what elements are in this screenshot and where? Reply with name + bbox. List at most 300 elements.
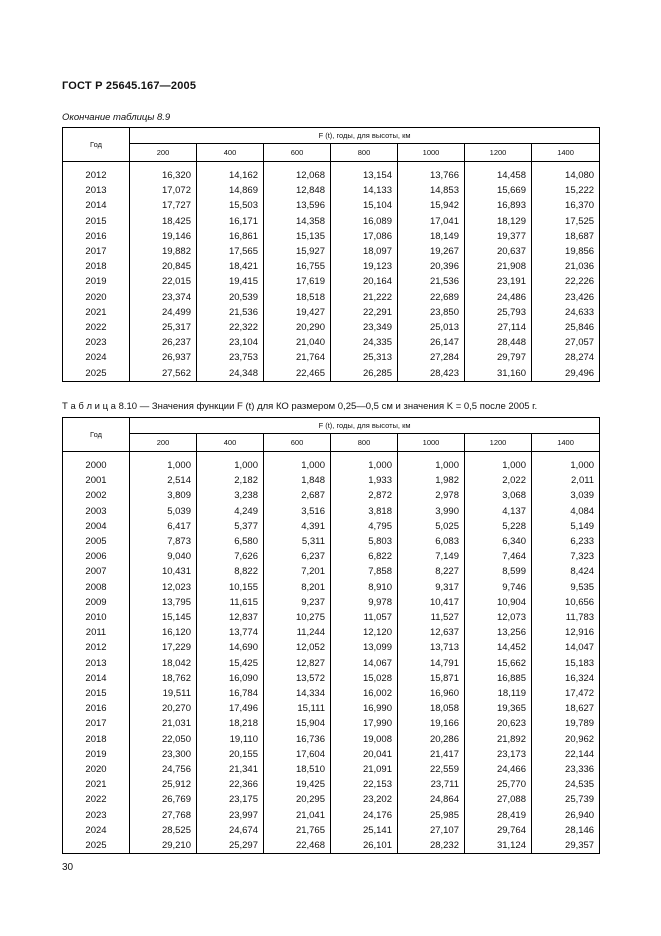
value-cell: 16,885: [465, 671, 532, 686]
value-cell: 4,795: [331, 519, 398, 534]
value-cell: 22,153: [331, 777, 398, 792]
value-cell: 1,000: [130, 452, 197, 474]
value-cell: 28,232: [398, 838, 465, 854]
value-cell: 15,145: [130, 610, 197, 625]
value-cell: 25,985: [398, 808, 465, 823]
value-cell: 23,997: [197, 808, 264, 823]
value-cell: 13,774: [197, 625, 264, 640]
value-cell: 14,047: [532, 640, 600, 655]
value-cell: 20,962: [532, 732, 600, 747]
height-header-cell: 1200: [465, 434, 532, 452]
value-cell: 14,080: [532, 162, 600, 184]
value-cell: 6,237: [264, 549, 331, 564]
height-header-cell: 800: [331, 434, 398, 452]
table-row: [63, 549, 600, 564]
value-cell: 23,173: [465, 747, 532, 762]
value-cell: 27,562: [130, 366, 197, 382]
height-header-cell: 1000: [398, 144, 465, 162]
value-cell: 20,396: [398, 259, 465, 274]
table-row: [63, 747, 600, 762]
value-cell: 17,472: [532, 686, 600, 701]
value-cell: 18,097: [331, 244, 398, 259]
value-cell: 16,370: [532, 198, 600, 213]
value-cell: 24,348: [197, 366, 264, 382]
value-cell: 6,340: [465, 534, 532, 549]
value-cell: 18,119: [465, 686, 532, 701]
year-cell: 2024: [63, 823, 130, 838]
value-cell: 19,110: [197, 732, 264, 747]
value-cell: 15,222: [532, 183, 600, 198]
value-cell: 21,536: [197, 305, 264, 320]
value-cell: 10,904: [465, 595, 532, 610]
value-cell: 17,727: [130, 198, 197, 213]
value-cell: 22,015: [130, 274, 197, 289]
value-cell: 13,572: [264, 671, 331, 686]
value-cell: 16,324: [532, 671, 600, 686]
value-cell: 22,468: [264, 838, 331, 854]
value-cell: 15,662: [465, 656, 532, 671]
year-cell: 2020: [63, 762, 130, 777]
value-cell: 19,008: [331, 732, 398, 747]
value-cell: 14,133: [331, 183, 398, 198]
value-cell: 15,669: [465, 183, 532, 198]
value-cell: 5,803: [331, 534, 398, 549]
value-cell: 21,031: [130, 716, 197, 731]
value-cell: 21,536: [398, 274, 465, 289]
value-cell: 15,183: [532, 656, 600, 671]
value-cell: 13,099: [331, 640, 398, 655]
value-cell: 29,764: [465, 823, 532, 838]
table-row: [63, 274, 600, 289]
value-cell: 15,111: [264, 701, 331, 716]
value-cell: 14,358: [264, 214, 331, 229]
page-number: 30: [62, 862, 74, 873]
value-cell: 19,146: [130, 229, 197, 244]
table-body: [63, 452, 600, 854]
year-cell: 2016: [63, 701, 130, 716]
value-cell: 19,856: [532, 244, 600, 259]
value-cell: 9,040: [130, 549, 197, 564]
value-cell: 17,496: [197, 701, 264, 716]
value-cell: 14,458: [465, 162, 532, 184]
value-cell: 14,690: [197, 640, 264, 655]
value-cell: 19,377: [465, 229, 532, 244]
value-cell: 21,764: [264, 350, 331, 365]
year-cell: 2010: [63, 610, 130, 625]
value-cell: 25,739: [532, 792, 600, 807]
value-cell: 19,511: [130, 686, 197, 701]
value-cell: 16,171: [197, 214, 264, 229]
value-cell: 22,465: [264, 366, 331, 382]
value-cell: 16,784: [197, 686, 264, 701]
value-cell: 2,687: [264, 488, 331, 503]
year-column-header: Год: [63, 128, 130, 162]
year-cell: 2017: [63, 244, 130, 259]
year-cell: 2004: [63, 519, 130, 534]
year-cell: 2025: [63, 366, 130, 382]
value-cell: 25,317: [130, 320, 197, 335]
year-cell: 2013: [63, 656, 130, 671]
value-cell: 20,286: [398, 732, 465, 747]
value-cell: 27,088: [465, 792, 532, 807]
value-cell: 29,210: [130, 838, 197, 854]
value-cell: 21,222: [331, 290, 398, 305]
value-cell: 12,068: [264, 162, 331, 184]
table-row: [63, 777, 600, 792]
table-8-10: [62, 417, 600, 854]
value-cell: 23,850: [398, 305, 465, 320]
value-cell: 24,466: [465, 762, 532, 777]
value-cell: 25,770: [465, 777, 532, 792]
year-cell: 2015: [63, 686, 130, 701]
value-cell: 13,596: [264, 198, 331, 213]
value-cell: 26,237: [130, 335, 197, 350]
heights-row: [63, 434, 600, 452]
value-cell: 18,762: [130, 671, 197, 686]
value-cell: 5,311: [264, 534, 331, 549]
value-cell: 13,795: [130, 595, 197, 610]
value-cell: 16,990: [331, 701, 398, 716]
value-cell: 20,270: [130, 701, 197, 716]
value-cell: 14,162: [197, 162, 264, 184]
year-cell: 2018: [63, 259, 130, 274]
value-cell: 29,797: [465, 350, 532, 365]
table-row: [63, 259, 600, 274]
value-cell: 26,147: [398, 335, 465, 350]
value-cell: 18,425: [130, 214, 197, 229]
value-cell: 3,039: [532, 488, 600, 503]
table-row: [63, 290, 600, 305]
value-cell: 23,711: [398, 777, 465, 792]
value-cell: 12,120: [331, 625, 398, 640]
height-header-cell: 200: [130, 434, 197, 452]
year-cell: 2014: [63, 671, 130, 686]
value-cell: 3,068: [465, 488, 532, 503]
value-cell: 28,423: [398, 366, 465, 382]
value-cell: 12,848: [264, 183, 331, 198]
value-cell: 14,452: [465, 640, 532, 655]
value-cell: 17,604: [264, 747, 331, 762]
value-cell: 14,334: [264, 686, 331, 701]
value-cell: 15,927: [264, 244, 331, 259]
value-cell: 28,274: [532, 350, 600, 365]
value-cell: 8,424: [532, 564, 600, 579]
value-cell: 11,527: [398, 610, 465, 625]
year-cell: 2024: [63, 350, 130, 365]
value-cell: 26,101: [331, 838, 398, 854]
value-cell: 28,419: [465, 808, 532, 823]
value-cell: 20,637: [465, 244, 532, 259]
value-cell: 2,978: [398, 488, 465, 503]
value-cell: 25,846: [532, 320, 600, 335]
year-column-header: Год: [63, 418, 130, 452]
table-body: [63, 162, 600, 382]
value-cell: 18,510: [264, 762, 331, 777]
height-header-cell: 600: [264, 144, 331, 162]
value-cell: 13,154: [331, 162, 398, 184]
value-cell: 3,238: [197, 488, 264, 503]
value-cell: 16,002: [331, 686, 398, 701]
value-cell: 24,674: [197, 823, 264, 838]
value-cell: 27,107: [398, 823, 465, 838]
table-row: [63, 335, 600, 350]
value-cell: 6,233: [532, 534, 600, 549]
value-cell: 10,417: [398, 595, 465, 610]
value-cell: 17,619: [264, 274, 331, 289]
document-header: ГОСТ Р 25645.167—2005: [62, 80, 197, 92]
year-cell: 2015: [63, 214, 130, 229]
value-cell: 23,191: [465, 274, 532, 289]
table-row: [63, 183, 600, 198]
value-cell: 6,580: [197, 534, 264, 549]
value-cell: 28,448: [465, 335, 532, 350]
year-cell: 2021: [63, 305, 130, 320]
value-cell: 24,335: [331, 335, 398, 350]
value-cell: 13,713: [398, 640, 465, 655]
value-cell: 26,937: [130, 350, 197, 365]
value-cell: 20,295: [264, 792, 331, 807]
value-cell: 24,535: [532, 777, 600, 792]
value-cell: 23,426: [532, 290, 600, 305]
table-row: [63, 610, 600, 625]
table-row: [63, 640, 600, 655]
value-cell: 16,960: [398, 686, 465, 701]
year-cell: 2018: [63, 732, 130, 747]
year-cell: 2020: [63, 290, 130, 305]
value-cell: 8,599: [465, 564, 532, 579]
value-cell: 16,736: [264, 732, 331, 747]
value-cell: 28,525: [130, 823, 197, 838]
table-row: [63, 716, 600, 731]
value-cell: 25,013: [398, 320, 465, 335]
table-row: [63, 595, 600, 610]
table-row: [63, 656, 600, 671]
value-cell: 18,042: [130, 656, 197, 671]
value-cell: 9,746: [465, 580, 532, 595]
value-cell: 23,349: [331, 320, 398, 335]
value-cell: 21,041: [264, 808, 331, 823]
value-cell: 22,226: [532, 274, 600, 289]
value-cell: 16,120: [130, 625, 197, 640]
value-cell: 19,427: [264, 305, 331, 320]
year-cell: 2000: [63, 452, 130, 474]
table-row: [63, 838, 600, 854]
value-cell: 21,091: [331, 762, 398, 777]
value-cell: 1,000: [398, 452, 465, 474]
year-cell: 2012: [63, 640, 130, 655]
value-cell: 23,336: [532, 762, 600, 777]
value-cell: 15,135: [264, 229, 331, 244]
year-cell: 2019: [63, 747, 130, 762]
height-header-cell: 1400: [532, 434, 600, 452]
value-cell: 20,623: [465, 716, 532, 731]
value-cell: 16,320: [130, 162, 197, 184]
value-cell: 11,057: [331, 610, 398, 625]
value-cell: 23,753: [197, 350, 264, 365]
value-cell: 19,789: [532, 716, 600, 731]
value-cell: 16,755: [264, 259, 331, 274]
year-cell: 2014: [63, 198, 130, 213]
year-cell: 2022: [63, 792, 130, 807]
year-cell: 2023: [63, 335, 130, 350]
value-cell: 26,769: [130, 792, 197, 807]
value-cell: 25,912: [130, 777, 197, 792]
value-cell: 23,300: [130, 747, 197, 762]
value-cell: 17,041: [398, 214, 465, 229]
value-cell: 2,182: [197, 473, 264, 488]
table-row: [63, 350, 600, 365]
value-cell: 5,039: [130, 504, 197, 519]
value-cell: 17,525: [532, 214, 600, 229]
value-cell: 3,809: [130, 488, 197, 503]
value-cell: 23,175: [197, 792, 264, 807]
value-cell: 17,072: [130, 183, 197, 198]
value-cell: 25,313: [331, 350, 398, 365]
year-cell: 2021: [63, 777, 130, 792]
value-cell: 12,916: [532, 625, 600, 640]
value-cell: 13,256: [465, 625, 532, 640]
value-cell: 6,083: [398, 534, 465, 549]
year-cell: 2005: [63, 534, 130, 549]
value-cell: 16,893: [465, 198, 532, 213]
value-cell: 4,137: [465, 504, 532, 519]
value-cell: 23,374: [130, 290, 197, 305]
value-cell: 31,160: [465, 366, 532, 382]
year-cell: 2013: [63, 183, 130, 198]
value-cell: 8,910: [331, 580, 398, 595]
heights-row: [63, 144, 600, 162]
value-cell: 9,237: [264, 595, 331, 610]
value-cell: 11,615: [197, 595, 264, 610]
value-cell: 18,518: [264, 290, 331, 305]
value-cell: 10,431: [130, 564, 197, 579]
value-cell: 2,872: [331, 488, 398, 503]
value-cell: 7,858: [331, 564, 398, 579]
value-cell: 29,496: [532, 366, 600, 382]
value-cell: 2,022: [465, 473, 532, 488]
year-cell: 2011: [63, 625, 130, 640]
value-cell: 14,869: [197, 183, 264, 198]
value-cell: 19,415: [197, 274, 264, 289]
year-cell: 2001: [63, 473, 130, 488]
value-cell: 17,229: [130, 640, 197, 655]
value-cell: 20,155: [197, 747, 264, 762]
value-cell: 1,000: [264, 452, 331, 474]
value-cell: 31,124: [465, 838, 532, 854]
value-cell: 23,104: [197, 335, 264, 350]
value-cell: 26,285: [331, 366, 398, 382]
value-cell: 22,050: [130, 732, 197, 747]
value-cell: 25,141: [331, 823, 398, 838]
value-cell: 11,783: [532, 610, 600, 625]
table-row: [63, 671, 600, 686]
value-cell: 7,201: [264, 564, 331, 579]
year-cell: 2002: [63, 488, 130, 503]
year-cell: 2009: [63, 595, 130, 610]
value-cell: 27,284: [398, 350, 465, 365]
table-row: [63, 762, 600, 777]
value-cell: 22,689: [398, 290, 465, 305]
value-cell: 22,291: [331, 305, 398, 320]
table-row: [63, 564, 600, 579]
table-caption-continuation: Окончание таблицы 8.9: [62, 112, 171, 123]
value-cell: 19,882: [130, 244, 197, 259]
value-cell: 3,516: [264, 504, 331, 519]
value-cell: 15,904: [264, 716, 331, 731]
value-cell: 7,149: [398, 549, 465, 564]
value-cell: 4,084: [532, 504, 600, 519]
value-cell: 7,626: [197, 549, 264, 564]
value-cell: 16,090: [197, 671, 264, 686]
value-cell: 15,028: [331, 671, 398, 686]
year-cell: 2007: [63, 564, 130, 579]
value-cell: 21,417: [398, 747, 465, 762]
table-row: [63, 214, 600, 229]
value-cell: 21,036: [532, 259, 600, 274]
value-cell: 10,155: [197, 580, 264, 595]
year-cell: 2003: [63, 504, 130, 519]
value-cell: 9,978: [331, 595, 398, 610]
height-header-cell: 1200: [465, 144, 532, 162]
value-cell: 15,871: [398, 671, 465, 686]
year-cell: 2025: [63, 838, 130, 854]
value-cell: 9,317: [398, 580, 465, 595]
value-cell: 12,073: [465, 610, 532, 625]
value-cell: 18,627: [532, 701, 600, 716]
height-header-cell: 200: [130, 144, 197, 162]
value-cell: 27,768: [130, 808, 197, 823]
height-header-cell: 1400: [532, 144, 600, 162]
value-cell: 12,023: [130, 580, 197, 595]
table-8-10-caption: Т а б л и ц а 8.10 — Значения функции F (t) для КО размером 0,25—0,5 см и значения K = 0,5 после 2005 г.: [62, 401, 538, 412]
value-cell: 18,129: [465, 214, 532, 229]
table-row: [63, 732, 600, 747]
value-cell: 25,297: [197, 838, 264, 854]
value-cell: 12,052: [264, 640, 331, 655]
table-row: [63, 792, 600, 807]
table-8-9-end: [62, 127, 600, 382]
height-header-cell: 1000: [398, 434, 465, 452]
value-cell: 20,539: [197, 290, 264, 305]
table-row: [63, 366, 600, 382]
value-cell: 22,322: [197, 320, 264, 335]
height-group-header: F (t), годы, для высоты, км: [130, 128, 600, 144]
year-cell: 2019: [63, 274, 130, 289]
value-cell: 8,822: [197, 564, 264, 579]
value-cell: 15,942: [398, 198, 465, 213]
value-cell: 1,933: [331, 473, 398, 488]
table-row: [63, 519, 600, 534]
table-row: [63, 473, 600, 488]
value-cell: 26,940: [532, 808, 600, 823]
value-cell: 20,290: [264, 320, 331, 335]
table-row: [63, 488, 600, 503]
value-cell: 14,791: [398, 656, 465, 671]
value-cell: 24,499: [130, 305, 197, 320]
value-cell: 4,249: [197, 504, 264, 519]
value-cell: 5,025: [398, 519, 465, 534]
value-cell: 27,114: [465, 320, 532, 335]
value-cell: 19,166: [398, 716, 465, 731]
value-cell: 24,176: [331, 808, 398, 823]
table-row: [63, 580, 600, 595]
value-cell: 18,218: [197, 716, 264, 731]
table-row: [63, 320, 600, 335]
table-row: [63, 244, 600, 259]
value-cell: 7,464: [465, 549, 532, 564]
table-row: [63, 625, 600, 640]
height-header-cell: 600: [264, 434, 331, 452]
